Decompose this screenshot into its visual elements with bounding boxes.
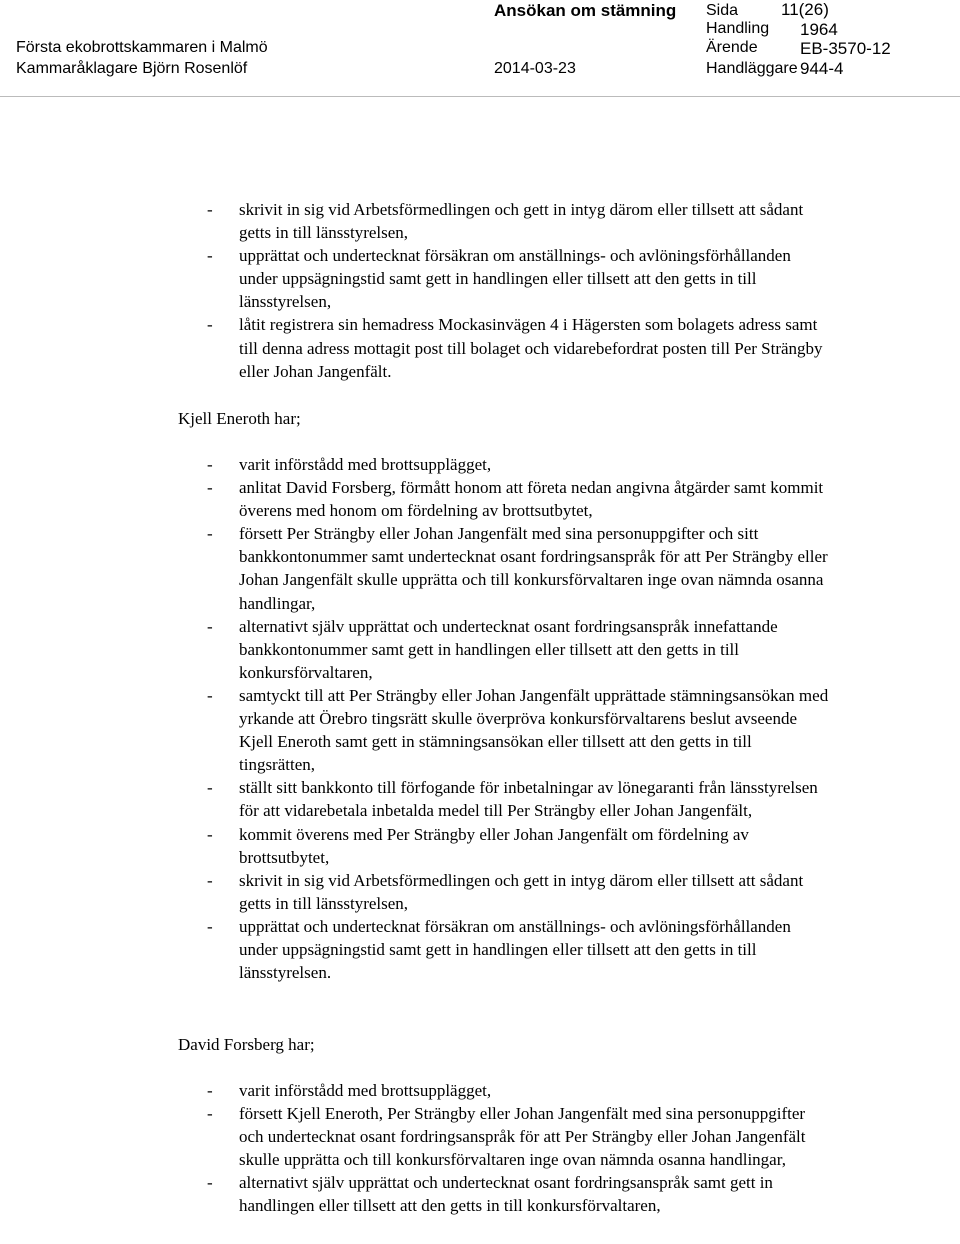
- list-item-text: kommit överens med Per Strängby eller Johan Jangenfält om fördelning av brottsutbytet,: [239, 824, 749, 867]
- handling-value: 1964: [800, 20, 838, 39]
- continued-list-block: [0, 198, 960, 383]
- list-item: - skrivit in sig vid Arbetsförmedlingen och gett in intyg därom eller tillsett att sådant getts in till länsstyrelsen,: [207, 870, 804, 913]
- arende-label: Ärende: [706, 39, 758, 56]
- organization-name: Första ekobrottskammaren i Malmö: [16, 39, 268, 56]
- list-item-text: upprättat och undertecknat försäkran om anställnings- och avlöningsförhållanden under uppsägningstid samt gett in handlingen eller tillsett att den getts in till länsstyrelsen.: [239, 916, 791, 983]
- list-item-text: försett Kjell Eneroth, Per Strängby eller Johan Jangenfält med sina personuppgifter och undertecknat osant fordringsanspråk för att Per Strängby eller Johan Jangenfält skulle upprätta och till konkursförvaltaren inge ovan nämnda osanna handlingar,: [239, 1104, 806, 1170]
- document-header: [0, 0, 960, 97]
- continued-list: [0, 198, 960, 383]
- author-name: Kammaråklagare Björn Rosenlöf: [16, 60, 248, 77]
- list-item: - låtit registrera sin hemadress Mockasinvägen 4 i Hägersten som bolagets adress samt till denna adress mottagit post till bolaget och vidarebefordrat posten till Per Strängby eller Johan Jangenfält.: [207, 315, 823, 381]
- list-item: - upprättat och undertecknat försäkran om anställnings- och avlöningsförhållanden under uppsägningstid samt gett in handlingen eller tillsett att den getts in till länsstyrelsen,: [207, 246, 791, 312]
- list-item: - alternativt själv upprättat och undertecknat osant fordringsanspråk innefattande bankkontonummer samt gett in handlingen eller tillsett att den getts in till konkursförvaltaren,: [207, 616, 778, 682]
- list-item-text: skrivit in sig vid Arbetsförmedlingen och gett in intyg därom eller tillsett att sådant getts in till länsstyrelsen,: [239, 200, 804, 243]
- list-item: - ställt sitt bankkonto till förfogande för inbetalningar av lönegaranti från länsstyrelsen för att vidarebetala inbetalda medel till Per Strängby eller Johan Jangenfält,: [207, 778, 818, 821]
- list-item: - samtyckt till att Per Strängby eller Johan Jangenfält upprättade stämningsansökan med yrkande att Örebro tingsrätt skulle överpröva konkursförvaltarens beslut avseende Kjell Eneroth samt gett in stämningsansökan eller tillsett att den getts in till tingsrätten,: [207, 685, 829, 775]
- handling-label: Handling: [706, 20, 770, 37]
- list-item-text: försett Per Strängby eller Johan Jangenfält med sina personuppgifter och sitt bankkontonummer samt undertecknat osant fordringsanspråk för att Per Strängby eller Johan Jangenfält skulle upprätta och till konkursförvaltaren inge ovan nämnda osanna handlingar,: [239, 524, 828, 613]
- list-item-text: skrivit in sig vid Arbetsförmedlingen och gett in intyg därom eller tillsett att sådant getts in till länsstyrelsen,: [239, 870, 804, 913]
- list-item-text: alternativt själv upprättat och undertecknat osant fordringsanspråk samt gett in handlingen eller tillsett att den getts in till konkursförvaltaren,: [239, 1173, 773, 1216]
- list-item-text: alternativt själv upprättat och undertecknat osant fordringsanspråk innefattande bankkontonummer samt gett in handlingen eller tillsett att den getts in till konkursförvaltaren,: [239, 616, 778, 682]
- david-list-block: [0, 1079, 960, 1218]
- list-item: - försett Kjell Eneroth, Per Strängby eller Johan Jangenfält med sina personuppgifter och undertecknat osant fordringsanspråk för att Per Strängby eller Johan Jangenfält skulle upprätta och till konkursförvaltaren inge ovan nämnda osanna handlingar,: [207, 1104, 806, 1170]
- handlaggare-label: Handläggare: [706, 60, 798, 77]
- list-item: - försett Per Strängby eller Johan Jangenfält med sina personuppgifter och sitt bankkontonummer samt undertecknat osant fordringsanspråk för att Per Strängby eller Johan Jangenfält skulle upprätta och till konkursförvaltaren inge ovan nämnda osanna handlingar,: [207, 524, 828, 613]
- section-heading-david: David Forsberg har;: [178, 1035, 315, 1054]
- arende-value: EB-3570-12: [800, 39, 891, 58]
- handlaggare-value: 944-4: [800, 59, 844, 78]
- david-list: [0, 1079, 960, 1218]
- list-item-text: upprättat och undertecknat försäkran om anställnings- och avlöningsförhållanden under uppsägningstid samt gett in handlingen eller tillsett att den getts in till länsstyrelsen,: [239, 246, 791, 312]
- kjell-list-block: [0, 453, 960, 984]
- section-heading-kjell: Kjell Eneroth har;: [178, 409, 301, 428]
- document-title: Ansökan om stämning: [494, 1, 677, 20]
- list-item: - varit införstådd med brottsupplägget,: [207, 455, 492, 474]
- document-date: 2014-03-23: [494, 60, 576, 77]
- page-number: 11(26): [781, 0, 829, 19]
- list-item: - anlitat David Forsberg, förmått honom att företa nedan angivna åtgärder samt kommit överens med honom om fördelning av brottsutbytet,: [207, 478, 824, 521]
- list-item-text: varit införstådd med brottsupplägget,: [239, 455, 492, 474]
- list-item: - varit införstådd med brottsupplägget,: [207, 1081, 492, 1100]
- list-item: - upprättat och undertecknat försäkran om anställnings- och avlöningsförhållanden under uppsägningstid samt gett in handlingen eller tillsett att den getts in till länsstyrelsen.: [207, 916, 791, 983]
- list-item-text: ställt sitt bankkonto till förfogande för inbetalningar av lönegaranti från länsstyrelsen för att vidarebetala inbetalda medel till Per Strängby eller Johan Jangenfält,: [239, 778, 818, 821]
- list-item-text: låtit registrera sin hemadress Mockasinvägen 4 i Hägersten som bolagets adress samt till denna adress mottagit post till bolaget och vidarebefordrat posten till Per Strängby eller Johan Jangenfält.: [239, 315, 823, 381]
- list-item: - skrivit in sig vid Arbetsförmedlingen och gett in intyg därom eller tillsett att sådant getts in till länsstyrelsen,: [207, 200, 804, 243]
- list-item-text: varit införstådd med brottsupplägget,: [239, 1081, 492, 1100]
- list-item-text: samtyckt till att Per Strängby eller Johan Jangenfält upprättade stämningsansökan med yrkande att Örebro tingsrätt skulle överpröva konkursförvaltarens beslut avseende Kjell Eneroth samt gett in stämningsansökan eller tillsett att den getts in till tingsrätten,: [239, 685, 829, 775]
- list-item-text: anlitat David Forsberg, förmått honom att företa nedan angivna åtgärder samt kommit överens med honom om fördelning av brottsutbytet,: [239, 478, 824, 521]
- page-label: Sida: [706, 2, 739, 19]
- list-item: - kommit överens med Per Strängby eller Johan Jangenfält om fördelning av brottsutbytet,: [207, 824, 749, 867]
- list-item: - alternativt själv upprättat och undertecknat osant fordringsanspråk samt gett in handlingen eller tillsett att den getts in till konkursförvaltaren,: [207, 1173, 773, 1216]
- kjell-list: [0, 453, 960, 984]
